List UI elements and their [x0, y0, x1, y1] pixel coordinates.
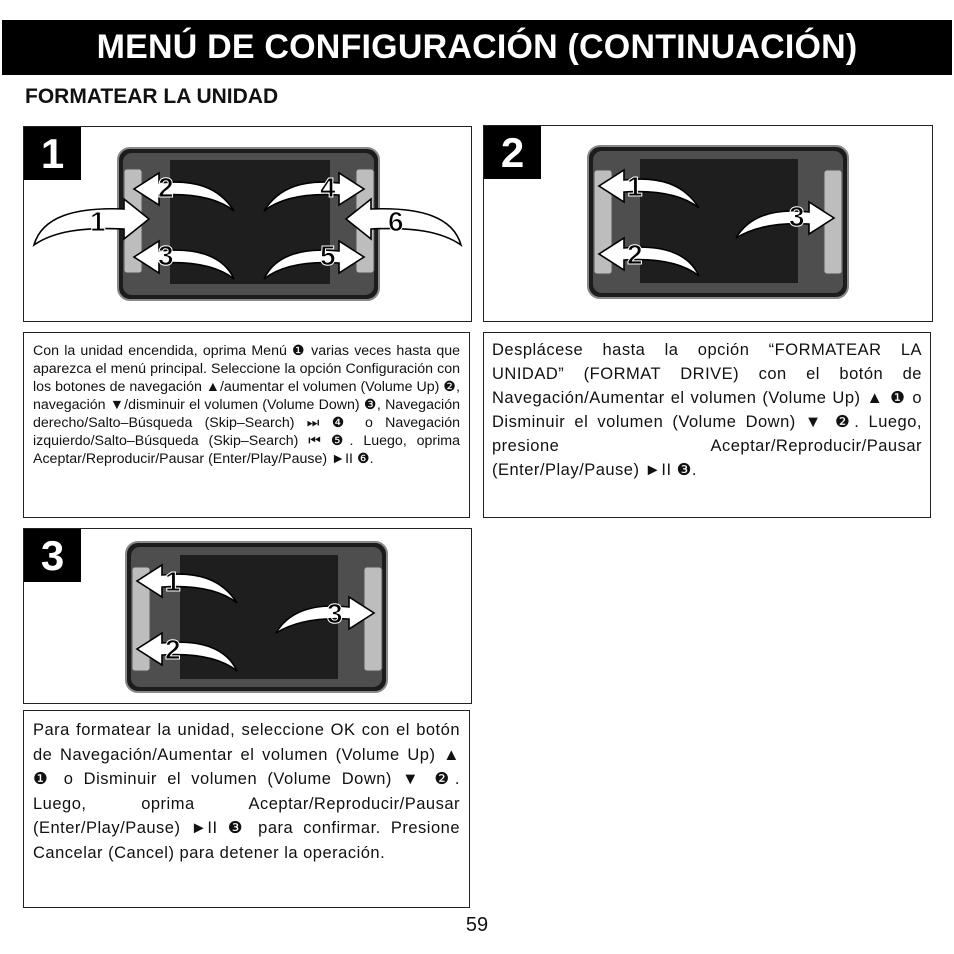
callout-2: 2: [627, 239, 643, 270]
device-illustration: [484, 126, 932, 321]
callout-3: 3: [789, 201, 805, 232]
step-2-instructions: [483, 332, 931, 518]
callout-3: 3: [158, 240, 174, 271]
callout-1: 1: [627, 171, 643, 202]
callout-1: 1: [90, 206, 106, 237]
step-2-text: Desplácese hasta la opción “FORMATEAR LA UNIDAD” (FORMAT DRIVE) con el botón de Navegación/Aumentar el volumen (Volume Up) ▲ ❶ o Disminuir el volumen (Volume Down) ▼ ❷. Luego, presione Aceptar/Reproducir/Pausar (Enter/Play/Pause) ►II ❸.: [492, 341, 922, 479]
step-3-text: Para formatear la unidad, seleccione OK con el botón de Navegación/Aumentar el volumen (Volume Up) ▲ ❶ o Disminuir el volumen (Volume Down) ▼ ❷. Luego, oprima Aceptar/Reproducir/Pausar (Enter/Play/Pause) ►II ❸ para confirmar. Presione Cancelar (Cancel) para detener la operación.: [33, 721, 460, 862]
callout-5: 5: [320, 240, 336, 271]
step-3-instructions: [23, 710, 470, 908]
page-title: MENÚ DE CONFIGURACIÓN (CONTINUACIÓN): [2, 20, 952, 75]
callout-3: 3: [327, 598, 343, 629]
device-illustration: [24, 127, 471, 321]
step-1-text: Con la unidad encendida, oprima Menú ❶ varias veces hasta que aparezca el menú principal. Seleccione la opción Configuración con los botones de navegación ▲/aumentar el volumen (Volume Up) ❷, navegación ▼/disminuir el volumen (Volume Down) ❸, Navegación derecho/Salto–Búsqueda (Skip–Search) ⏭ ❹ o Navegación izquierdo/Salto–Búsqueda (Skip–Search) ⏮ ❺. Luego, oprima Aceptar/Reproducir/Pausar (Enter/Play/Pause) ►II ❻.: [33, 343, 460, 467]
step-2-image-panel: [483, 125, 933, 322]
callout-4: 4: [320, 172, 336, 203]
step-2-badge: 2: [484, 126, 541, 179]
callout-2: 2: [158, 172, 174, 203]
callout-1: 1: [165, 566, 181, 597]
step-1-badge: 1: [24, 127, 81, 180]
page-number: 59: [465, 914, 489, 936]
step-3-badge: 3: [24, 529, 81, 582]
device-illustration: [24, 529, 471, 703]
step-3-image-panel: [23, 528, 472, 704]
callout-2: 2: [165, 634, 181, 665]
step-1-instructions: [23, 332, 470, 518]
callout-6: 6: [388, 206, 404, 237]
section-heading: FORMATEAR LA UNIDAD: [25, 85, 279, 108]
step-1-image-panel: [23, 126, 472, 322]
